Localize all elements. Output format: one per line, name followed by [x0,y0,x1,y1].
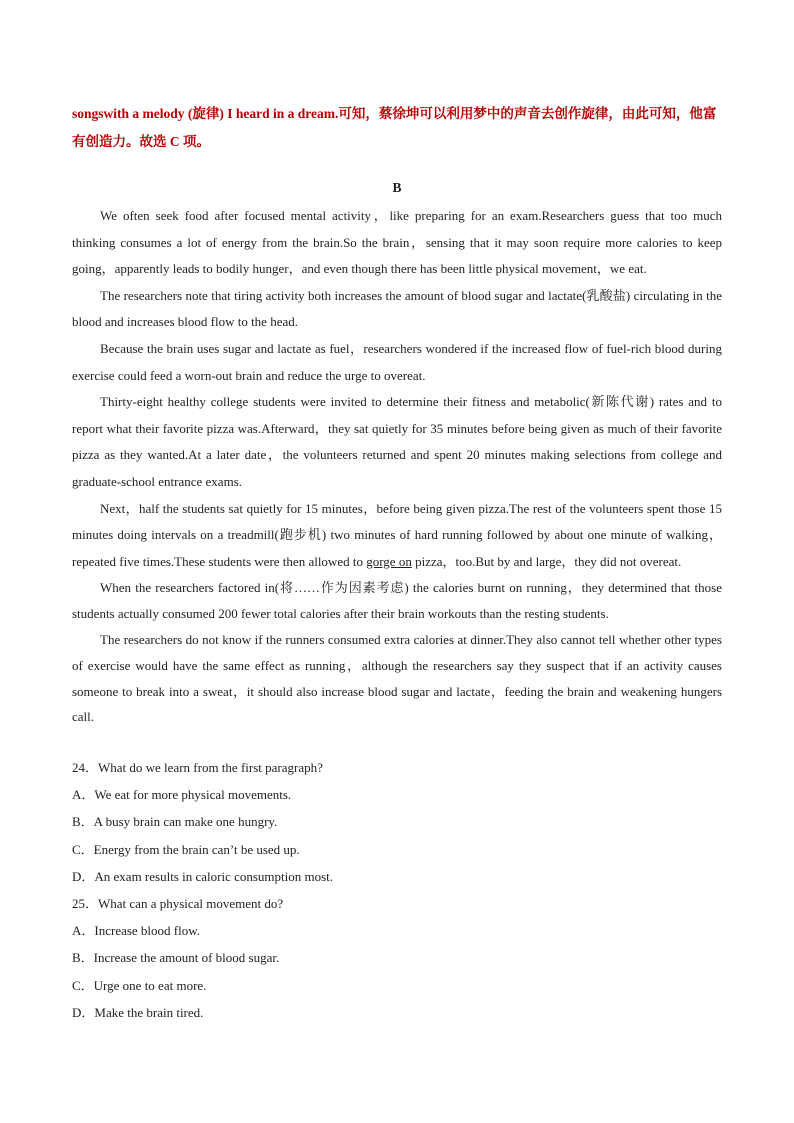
underlined-phrase: gorge on [366,553,412,569]
question-24-stem: 24．What do we learn from the first paragraph? [72,760,323,775]
question-24-option-b: B．A busy brain can make one hungry. [72,814,278,830]
paragraph-5-before: Next，half the students sat quietly for 15 minutes，before being given pizza.The rest of the volunteers spent those 15 minutes doing intervals on a treadmill(跑步机) two minutes of hard running followed by about one minute of walking，repeated five times.These students were then allowed to [72,500,722,569]
question-25-option-c: C．Urge one to eat more. [72,977,207,993]
question-25-option-d: D．Make the brain tired. [72,1004,204,1020]
paragraph-1: We often seek food after focused mental activity，like preparing for an exam.Researchers guess that too much thinking consumes a lot of energy from the brain.So the brain，sensing that it may soon require more calories to keep going，apparently leads to bodily hunger，and even though there has been little physical movement，we eat. [72,208,722,277]
question-25-stem: 25．What can a physical movement do? [72,896,284,912]
answer-explanation: songswith a melody (旋律) I heard in a dream.可知，蔡徐坤可以利用梦中的声音去创作旋律，由此可知，他富有创造力。故选 C 项。 [72,106,717,149]
question-24-option-a: A．We eat for more physical movements. [72,787,292,803]
passage-body [72,203,722,730]
paragraph-3: Because the brain uses sugar and lactate as fuel，researchers wondered if the increased flow of fuel-rich blood during exercise could feed a worn-out brain and reduce the urge to overeat. [72,340,722,383]
question-24-option-d: D．An exam results in caloric consumption most. [72,868,334,884]
passage-label: B [392,180,402,195]
question-25-option-b: B．Increase the amount of blood sugar. [72,950,280,966]
paragraph-7: The researchers do not know if the runners consumed extra calories at dinner.They also cannot tell whether other types of exercise would have the same effect as running，although the researchers say they suspect that if an activity causes someone to break into a sweat，it should also increase blood sugar and lactate，feeding the brain and weakening hungers call. [72,631,722,725]
paragraph-6: When the researchers factored in(将……作为因素考虑) the calories burnt on running，they determined that those students actually consumed 200 fewer total calories after their brain workouts than the resting students. [72,580,722,622]
paragraph-2: The researchers note that tiring activity both increases the amount of blood sugar and lactate(乳酸盐) circulating in the blood and increases blood flow to the head. [72,287,722,330]
questions-block [72,754,722,1026]
question-25-option-a: A．Increase blood flow. [72,923,201,939]
question-24-option-c: C．Energy from the brain can’t be used up. [72,841,300,857]
paragraph-5 [72,496,722,576]
paragraph-4: Thirty-eight healthy college students were invited to determine their fitness and metabolic(新陈代谢) rates and to report what their favorite pizza was.Afterward，they sat quietly for 35 minutes before being given as much of their favorite pizza as they wanted.At a later date，the volunteers returned and spent 20 minutes making selections from college and graduate-school entrance exams. [72,394,722,489]
paragraph-5-after: pizza，too.But by and large，they did not overeat. [411,553,682,569]
